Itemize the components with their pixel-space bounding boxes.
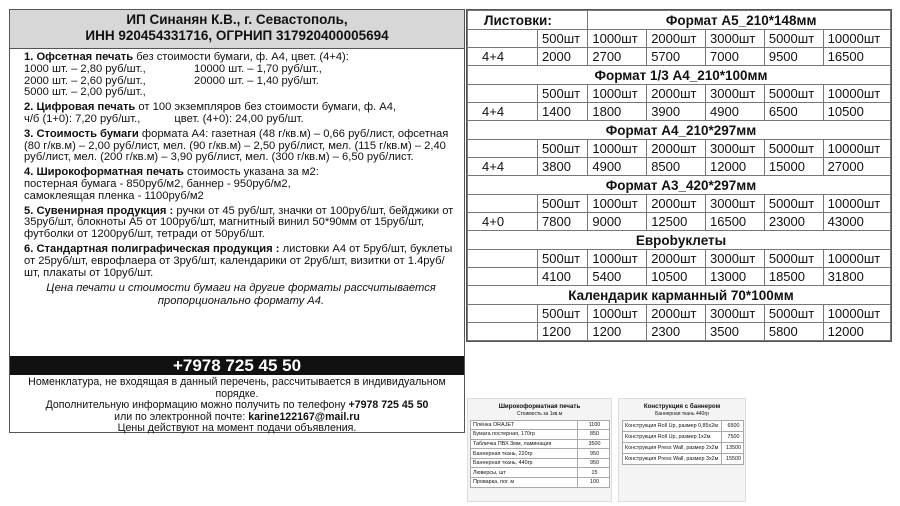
item-price: 7500 xyxy=(722,431,744,442)
price-cell: 15000 xyxy=(764,158,823,176)
qty-cell: 500шт xyxy=(538,30,588,48)
format-title: Еврobуклеты xyxy=(468,231,891,250)
item-name: Плёнка ORAJET xyxy=(471,420,578,430)
section-souvenir xyxy=(24,206,458,241)
qty-cell: 10000шт xyxy=(823,305,890,323)
price-cell: 10500 xyxy=(823,103,890,121)
item-name: Конструкция Roll Up, размер 1х2м xyxy=(623,431,722,442)
banner-subtitle: Баннерная ткань 440гр xyxy=(655,410,709,417)
color-cell xyxy=(468,323,538,341)
price-cell: 12000 xyxy=(823,323,890,341)
format-title: Формат А5_210*148мм xyxy=(588,11,891,30)
qty-cell: 3000шт xyxy=(706,140,765,158)
qty-cell: 1000шт xyxy=(588,85,647,103)
section-title: 4. Широкоформатная печать xyxy=(24,166,184,179)
price-cell: 3900 xyxy=(647,103,706,121)
footer-email[interactable]: karine122167@mail.ru xyxy=(248,410,360,423)
color-cell: 4+4 xyxy=(468,103,538,121)
qty-cell: 1000шт xyxy=(588,30,647,48)
section-text: листовки А4 от 5руб/шт, буклеты от 25руб/шт, еврофлаера от 3руб/шт, календарики от 2руб/шт, визитки от 1.4руб/шт, плакаты от 10руб/шт. xyxy=(24,242,453,279)
price-cell: 5800 xyxy=(764,323,823,341)
price-cell: 23000 xyxy=(764,213,823,231)
price-row xyxy=(468,268,891,286)
price-cell: 2000 xyxy=(538,48,588,66)
qty-cell: 500шт xyxy=(538,140,588,158)
qty-cell: 5000шт xyxy=(764,30,823,48)
qty-row xyxy=(468,250,891,268)
format-row xyxy=(468,176,891,195)
qty-cell: 2000шт xyxy=(647,30,706,48)
item-name: Конструкция Roll Up, размер 0,85х2м xyxy=(623,420,722,431)
qty-cell: 2000шт xyxy=(647,250,706,268)
item-name: Баннерная ткань, 220гр xyxy=(471,449,578,459)
price-line xyxy=(184,87,334,99)
price-cell: 7000 xyxy=(706,48,765,66)
empty-cell xyxy=(468,140,538,158)
section-text: формата А4: газетная (48 г/кв.м) – 0,66 руб/лист, офсетная (80 г/кв.м) – 2,00 руб/лист, мел. (90 г/кв.м) – 2,50 руб/лист, мел. (115 г/кв.м) – 2,40 руб/лист, мел. (200 г/кв.м) – 3,90 руб/лист, мел. (300 г/кв.м) – 6,50 руб/лист. xyxy=(24,127,449,164)
qty-cell: 3000шт xyxy=(706,250,765,268)
price-cell: 27000 xyxy=(823,158,890,176)
footer-line: Номенклатура, не входящая в данный перечень, рассчитывается в индивидуальном порядке. xyxy=(28,376,446,400)
table-row xyxy=(471,458,610,468)
price-table-panel xyxy=(466,9,892,342)
price-cell: 4900 xyxy=(588,158,647,176)
qty-cell: 5000шт xyxy=(764,140,823,158)
qty-cell: 1000шт xyxy=(588,250,647,268)
section-title: 5. Сувенирная продукция : xyxy=(24,204,174,217)
section-title: 6. Стандартная полиграфическая продукция : xyxy=(24,242,280,255)
price-cell: 6500 xyxy=(764,103,823,121)
table-row xyxy=(623,453,744,464)
price-row xyxy=(468,158,891,176)
item-price: 15500 xyxy=(722,453,744,464)
table-row xyxy=(471,439,610,449)
company-ids: ИНН 920454331716, ОГРНИП 317920400005694 xyxy=(85,28,389,43)
qty-cell: 2000шт xyxy=(647,140,706,158)
info-panel xyxy=(9,9,465,433)
qty-row xyxy=(468,140,891,158)
qty-cell: 500шт xyxy=(538,195,588,213)
section-line: постерная бумага - 850руб/м2, баннер - 950руб/м2, xyxy=(24,177,291,190)
wide-format-subtitle: Стоимость за 1кв.м xyxy=(516,410,563,417)
price-row xyxy=(468,213,891,231)
qty-cell: 5000шт xyxy=(764,250,823,268)
price-cell: 2700 xyxy=(588,48,647,66)
price-cell: 5700 xyxy=(647,48,706,66)
offset-prices xyxy=(24,64,458,99)
item-price: 6500 xyxy=(722,420,744,431)
qty-row xyxy=(468,195,891,213)
empty-cell xyxy=(468,195,538,213)
qty-cell: 5000шт xyxy=(764,85,823,103)
price-cell: 2300 xyxy=(647,323,706,341)
banner-table xyxy=(622,420,744,465)
section-title: 3. Стоимость бумаги xyxy=(24,127,139,140)
banner-title: Конструкция с баннером xyxy=(643,403,721,410)
wide-format-title: Широкоформатная печать xyxy=(498,403,581,410)
price-cell: 43000 xyxy=(823,213,890,231)
item-price: 15 xyxy=(578,468,610,478)
section-text: ручки от 45 руб/шт, значки от 100руб/шт, бейджики от 35руб/шт, блокноты А5 от 100руб/шт, магнитный винил 50*90мм от 15руб/шт, футболки от 1200руб/шт, тетради от 50руб/шт. xyxy=(24,204,454,241)
qty-cell: 2000шт xyxy=(647,195,706,213)
price-cell: 1200 xyxy=(538,323,588,341)
company-name: ИП Синанян К.В., г. Севастополь, xyxy=(126,12,348,27)
pricing-note: Цена печати и стоимости бумаги на другие форматы рассчитывается пропорционально формату А4. xyxy=(46,282,436,307)
qty-cell: 5000шт xyxy=(764,305,823,323)
color-cell: 4+4 xyxy=(468,158,538,176)
qty-row xyxy=(468,85,891,103)
item-price: 950 xyxy=(578,458,610,468)
section-desc: от 100 экземпляров без стоимости бумаги, ф. А4, xyxy=(135,101,397,114)
price-cell: 9500 xyxy=(764,48,823,66)
table-row xyxy=(471,430,610,440)
price-cell: 18500 xyxy=(764,268,823,286)
qty-cell: 2000шт xyxy=(647,85,706,103)
footer-line: Цены действуют на момент подачи объявления. xyxy=(117,422,357,435)
section-polygraphy xyxy=(24,244,458,279)
item-price: 100 xyxy=(578,478,610,488)
format-row xyxy=(468,121,891,140)
item-price: 850 xyxy=(578,430,610,440)
wide-format-price-image xyxy=(467,398,612,502)
format-title: Формат 1/3 А4_210*100мм xyxy=(468,66,891,85)
format-title: Формат А3_420*297мм xyxy=(468,176,891,195)
qty-cell: 10000шт xyxy=(823,195,890,213)
qty-cell: 3000шт xyxy=(706,195,765,213)
price-line: 5000 шт. – 2,00 руб/шт., xyxy=(24,86,146,99)
table-row xyxy=(623,420,744,431)
footer-line: Дополнительную информацию можно получить по телефону xyxy=(45,399,349,412)
bw-price: ч/б (1+0): 7,20 руб/шт., xyxy=(24,112,141,125)
price-cell: 31800 xyxy=(823,268,890,286)
format-row xyxy=(468,286,891,305)
table-row xyxy=(471,420,610,430)
section-desc: без стоимости бумаги, ф. А4, цвет. (4+4): xyxy=(133,51,349,63)
leaflets-price-table xyxy=(467,10,891,341)
item-name: Конструкция Press Wall, размер 3х2м xyxy=(623,453,722,464)
price-cell: 1800 xyxy=(588,103,647,121)
color-cell xyxy=(468,268,538,286)
qty-cell: 3000шт xyxy=(706,85,765,103)
empty-cell xyxy=(468,85,538,103)
price-cell: 8500 xyxy=(647,158,706,176)
item-price: 13500 xyxy=(722,442,744,453)
color-cell: 4+4 xyxy=(468,48,538,66)
price-cell: 12500 xyxy=(647,213,706,231)
item-name: Бумага постерная, 170гр xyxy=(471,430,578,440)
qty-cell: 3000шт xyxy=(706,305,765,323)
qty-cell: 1000шт xyxy=(588,195,647,213)
price-cell: 7800 xyxy=(538,213,588,231)
table-row xyxy=(471,468,610,478)
color-price: цвет. (4+0): 24,00 руб/шт. xyxy=(174,112,304,125)
section-digital xyxy=(24,102,458,126)
price-cell: 4100 xyxy=(538,268,588,286)
price-line: 2000 шт. – 2,60 руб/шт., xyxy=(24,74,146,87)
section-title: 1. Офсетная печать xyxy=(24,51,134,63)
qty-row xyxy=(468,305,891,323)
qty-cell: 10000шт xyxy=(823,30,890,48)
item-name: Табличка ПВХ 3мм, ламинация xyxy=(471,439,578,449)
footer-line: или по электронной почте: xyxy=(114,410,249,423)
empty-cell xyxy=(468,250,538,268)
format-title: Формат А4_210*297мм xyxy=(468,121,891,140)
item-name: Баннерная ткань, 440гр xyxy=(471,458,578,468)
phone-number[interactable]: +7978 725 45 50 xyxy=(10,356,464,375)
item-name: Люверсы, шт xyxy=(471,468,578,478)
format-row xyxy=(468,231,891,250)
price-cell: 16500 xyxy=(823,48,890,66)
empty-cell xyxy=(468,305,538,323)
price-line: 1000 шт. – 2,80 руб/шт., xyxy=(24,62,146,75)
table-row xyxy=(623,431,744,442)
price-cell: 3500 xyxy=(706,323,765,341)
company-header xyxy=(10,10,464,49)
price-cell: 5400 xyxy=(588,268,647,286)
price-cell: 4900 xyxy=(706,103,765,121)
price-row xyxy=(468,323,891,341)
color-cell: 4+0 xyxy=(468,213,538,231)
table-row xyxy=(471,449,610,459)
section-title: 2. Цифровая печать xyxy=(24,101,136,114)
qty-cell: 500шт xyxy=(538,85,588,103)
price-cell: 3800 xyxy=(538,158,588,176)
table-row xyxy=(471,478,610,488)
price-cell: 16500 xyxy=(706,213,765,231)
qty-cell: 500шт xyxy=(538,305,588,323)
price-row xyxy=(468,103,891,121)
item-price: 950 xyxy=(578,449,610,459)
format-row xyxy=(468,11,891,30)
table-row xyxy=(623,442,744,453)
item-name: Конструкция Press Wall, размер 2х2м xyxy=(623,442,722,453)
wide-format-table xyxy=(470,420,610,488)
price-row xyxy=(468,48,891,66)
qty-cell: 10000шт xyxy=(823,140,890,158)
banner-price-image xyxy=(618,398,746,502)
footer-phone[interactable]: +7978 725 45 50 xyxy=(348,399,429,412)
qty-cell: 1000шт xyxy=(588,140,647,158)
qty-cell: 1000шт xyxy=(588,305,647,323)
section-paper xyxy=(24,129,458,164)
qty-cell: 2000шт xyxy=(647,305,706,323)
price-line: 10000 шт. – 1,70 руб/шт., xyxy=(194,62,322,75)
price-cell: 13000 xyxy=(706,268,765,286)
qty-cell: 500шт xyxy=(538,250,588,268)
section-line: самоклеящая пленка - 1100руб/м2 xyxy=(24,189,204,202)
section-offset xyxy=(24,52,458,99)
price-cell: 12000 xyxy=(706,158,765,176)
section-desc: стоимость указана за м2: xyxy=(183,166,319,179)
price-cell: 1400 xyxy=(538,103,588,121)
format-row xyxy=(468,66,891,85)
table-title: Листовки: xyxy=(468,11,588,30)
section-wide-format xyxy=(24,167,458,202)
empty-cell xyxy=(468,30,538,48)
footer xyxy=(10,377,464,435)
qty-cell: 10000шт xyxy=(823,250,890,268)
item-name: Проварка, пог. м xyxy=(471,478,578,488)
qty-cell: 3000шт xyxy=(706,30,765,48)
price-line: 20000 шт. – 1,40 руб/шт. xyxy=(194,74,319,87)
item-price: 1100 xyxy=(578,420,610,430)
qty-row xyxy=(468,30,891,48)
format-title: Календарик карманный 70*100мм xyxy=(468,286,891,305)
qty-cell: 5000шт xyxy=(764,195,823,213)
item-price: 3500 xyxy=(578,439,610,449)
price-cell: 9000 xyxy=(588,213,647,231)
qty-cell: 10000шт xyxy=(823,85,890,103)
price-cell: 10500 xyxy=(647,268,706,286)
price-cell: 1200 xyxy=(588,323,647,341)
